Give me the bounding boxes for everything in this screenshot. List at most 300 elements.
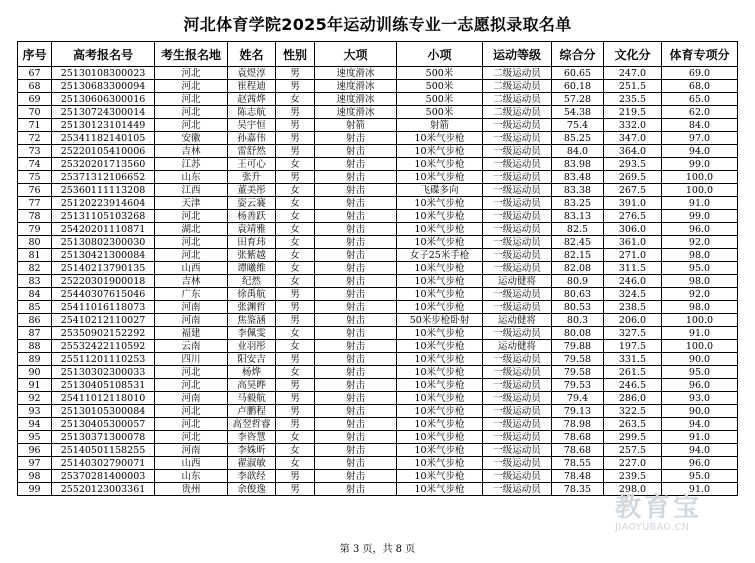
table-cell: 河北 — [155, 106, 228, 119]
table-cell: 98.0 — [662, 249, 738, 262]
table-cell: 25220301900018 — [52, 275, 155, 288]
table-cell: 二级运动员 — [483, 80, 552, 93]
watermark-url: JIAOYUBAO.CN — [615, 522, 690, 533]
table-cell: 65.0 — [662, 93, 738, 106]
table-cell: 246.5 — [604, 379, 662, 392]
table-cell: 男 — [276, 353, 315, 366]
table-cell: 72 — [18, 132, 52, 145]
table-cell: 射箭 — [315, 119, 397, 132]
table-row — [18, 431, 738, 444]
table-cell: 10米气步枪 — [397, 418, 483, 431]
table-cell: 95.0 — [662, 470, 738, 483]
table-cell: 一级运动员 — [483, 262, 552, 275]
table-cell: 84.0 — [662, 119, 738, 132]
table-cell: 山东 — [155, 470, 228, 483]
table-cell: 射击 — [315, 444, 397, 457]
table-cell: 男 — [276, 470, 315, 483]
table-cell: 女 — [276, 457, 315, 470]
table-cell: 二级运动员 — [483, 106, 552, 119]
table-cell: 李佩雯 — [228, 327, 276, 340]
table-row — [18, 288, 738, 301]
column-header: 考生报名地 — [155, 42, 228, 67]
column-header: 高考报名号 — [52, 42, 155, 67]
table-cell: 射击 — [315, 223, 397, 236]
table-cell: 247.0 — [604, 67, 662, 80]
table-cell: 射击 — [315, 275, 397, 288]
table-cell: 50米步枪卧射 — [397, 314, 483, 327]
table-cell: 267.5 — [604, 184, 662, 197]
table-cell: 一级运动员 — [483, 301, 552, 314]
table-cell: 286.0 — [604, 392, 662, 405]
table-row — [18, 405, 738, 418]
table-cell: 92.0 — [662, 236, 738, 249]
table-cell: 射击 — [315, 340, 397, 353]
table-cell: 98.0 — [662, 275, 738, 288]
table-cell: 速度滑冰 — [315, 106, 397, 119]
table-cell: 山西 — [155, 457, 228, 470]
table-cell: 25130123101449 — [52, 119, 155, 132]
table-row — [18, 366, 738, 379]
table-cell: 25411012118010 — [52, 392, 155, 405]
table-cell: 卢鹏程 — [228, 405, 276, 418]
table-cell: 河北 — [155, 431, 228, 444]
table-cell: 25130302300033 — [52, 366, 155, 379]
table-cell: 94.0 — [662, 418, 738, 431]
table-cell: 一级运动员 — [483, 418, 552, 431]
table-cell: 射击 — [315, 392, 397, 405]
table-cell: 25520123003361 — [52, 483, 155, 496]
table-cell: 239.5 — [604, 470, 662, 483]
table-cell: 347.0 — [604, 132, 662, 145]
table-cell: 射击 — [315, 314, 397, 327]
table-cell: 女 — [276, 431, 315, 444]
table-cell: 25130371300078 — [52, 431, 155, 444]
table-row — [18, 80, 738, 93]
table-cell: 射击 — [315, 210, 397, 223]
table-cell: 高昊晔 — [228, 379, 276, 392]
table-cell: 射击 — [315, 470, 397, 483]
table-cell: 25220105410006 — [52, 145, 155, 158]
table-row — [18, 314, 738, 327]
column-header: 姓名 — [228, 42, 276, 67]
table-cell: 78.48 — [552, 470, 604, 483]
table-cell: 射击 — [315, 483, 397, 496]
table-cell: 25131105103268 — [52, 210, 155, 223]
table-cell: 男 — [276, 145, 315, 158]
table-cell: 男 — [276, 314, 315, 327]
table-cell: 河南 — [155, 314, 228, 327]
table-cell: 河北 — [155, 405, 228, 418]
table-cell: 235.5 — [604, 93, 662, 106]
table-cell: 68.0 — [662, 80, 738, 93]
table-cell: 100.0 — [662, 314, 738, 327]
table-cell: 射击 — [315, 379, 397, 392]
table-cell: 江西 — [155, 184, 228, 197]
table-cell: 246.0 — [604, 275, 662, 288]
table-cell: 运动健将 — [483, 275, 552, 288]
table-cell: 92 — [18, 392, 52, 405]
table-cell: 79.13 — [552, 405, 604, 418]
table-cell: 田育玮 — [228, 236, 276, 249]
table-cell: 80 — [18, 236, 52, 249]
table-cell: 射击 — [315, 145, 397, 158]
table-cell: 男 — [276, 392, 315, 405]
table-cell: 飞碟多向 — [397, 184, 483, 197]
table-cell: 25440307615046 — [52, 288, 155, 301]
table-cell: 10米气步枪 — [397, 275, 483, 288]
table-cell: 10米气步枪 — [397, 171, 483, 184]
table-cell: 吉林 — [155, 145, 228, 158]
table-cell: 余俊逸 — [228, 483, 276, 496]
table-cell: 87 — [18, 327, 52, 340]
table-cell: 92.0 — [662, 288, 738, 301]
table-cell: 98.0 — [662, 301, 738, 314]
table-cell: 女 — [276, 236, 315, 249]
table-row — [18, 340, 738, 353]
table-cell: 一级运动员 — [483, 249, 552, 262]
table-cell: 82 — [18, 262, 52, 275]
table-cell: 83.98 — [552, 158, 604, 171]
table-cell: 10米气步枪 — [397, 470, 483, 483]
table-cell: 射击 — [315, 457, 397, 470]
table-cell: 60.65 — [552, 67, 604, 80]
table-cell: 10米气步枪 — [397, 483, 483, 496]
table-row — [18, 379, 738, 392]
table-cell: 276.5 — [604, 210, 662, 223]
table-cell: 女 — [276, 275, 315, 288]
table-cell: 一级运动员 — [483, 236, 552, 249]
table-cell: 一级运动员 — [483, 483, 552, 496]
table-cell: 一级运动员 — [483, 405, 552, 418]
table-cell: 227.0 — [604, 457, 662, 470]
table-cell: 62.0 — [662, 106, 738, 119]
table-cell: 女 — [276, 444, 315, 457]
table-cell: 91.0 — [662, 431, 738, 444]
table-cell: 河北 — [155, 67, 228, 80]
table-cell: 500米 — [397, 93, 483, 106]
table-cell: 崔程迪 — [228, 80, 276, 93]
table-cell: 332.0 — [604, 119, 662, 132]
table-cell: 一级运动员 — [483, 431, 552, 444]
table-cell: 96.0 — [662, 457, 738, 470]
table-cell: 董美彤 — [228, 184, 276, 197]
table-cell: 90.0 — [662, 353, 738, 366]
table-cell: 89 — [18, 353, 52, 366]
table-cell: 女 — [276, 249, 315, 262]
column-header: 序号 — [18, 42, 52, 67]
table-cell: 361.0 — [604, 236, 662, 249]
table-row — [18, 444, 738, 457]
table-cell: 二级运动员 — [483, 93, 552, 106]
table-row — [18, 132, 738, 145]
table-cell: 99.0 — [662, 158, 738, 171]
table-cell: 射击 — [315, 262, 397, 275]
table-cell: 射击 — [315, 132, 397, 145]
column-header: 文化分 — [604, 42, 662, 67]
table-cell: 李姝昕 — [228, 444, 276, 457]
table-cell: 射击 — [315, 418, 397, 431]
table-cell: 雷舒然 — [228, 145, 276, 158]
table-cell: 93.0 — [662, 392, 738, 405]
table-cell: 李咨慧 — [228, 431, 276, 444]
table-cell: 93 — [18, 405, 52, 418]
table-cell: 91.0 — [662, 197, 738, 210]
table-cell: 业羽彤 — [228, 340, 276, 353]
table-cell: 83.38 — [552, 184, 604, 197]
table-cell: 男 — [276, 67, 315, 80]
table-cell: 一级运动员 — [483, 288, 552, 301]
table-row — [18, 353, 738, 366]
table-cell: 江苏 — [155, 158, 228, 171]
table-cell: 80.63 — [552, 288, 604, 301]
table-cell: 山西 — [155, 262, 228, 275]
table-cell: 一级运动员 — [483, 223, 552, 236]
table-cell: 97 — [18, 457, 52, 470]
table-cell: 82.08 — [552, 262, 604, 275]
table-row — [18, 184, 738, 197]
table-cell: 女 — [276, 366, 315, 379]
table-cell: 射击 — [315, 431, 397, 444]
table-cell: 10米气步枪 — [397, 145, 483, 158]
table-cell: 一级运动员 — [483, 210, 552, 223]
table-cell: 322.5 — [604, 405, 662, 418]
table-cell: 女 — [276, 210, 315, 223]
table-cell: 364.0 — [604, 145, 662, 158]
table-cell: 10米气步枪 — [397, 158, 483, 171]
table-cell: 杨烨 — [228, 366, 276, 379]
table-cell: 男 — [276, 405, 315, 418]
table-cell: 25320201713560 — [52, 158, 155, 171]
table-cell: 96.0 — [662, 379, 738, 392]
table-cell: 河北 — [155, 418, 228, 431]
table-cell: 河北 — [155, 80, 228, 93]
table-cell: 一级运动员 — [483, 444, 552, 457]
table-cell: 83 — [18, 275, 52, 288]
table-cell: 500米 — [397, 80, 483, 93]
table-cell: 25130108300023 — [52, 67, 155, 80]
table-cell: 谭曦维 — [228, 262, 276, 275]
table-cell: 射击 — [315, 301, 397, 314]
table-cell: 25511201110253 — [52, 353, 155, 366]
table-cell: 一级运动员 — [483, 197, 552, 210]
table-cell: 79.53 — [552, 379, 604, 392]
table-cell: 83.25 — [552, 197, 604, 210]
table-cell: 男 — [276, 171, 315, 184]
table-cell: 一级运动员 — [483, 158, 552, 171]
table-cell: 100.0 — [662, 340, 738, 353]
table-cell: 男 — [276, 132, 315, 145]
table-cell: 袁煜淳 — [228, 67, 276, 80]
table-cell: 女 — [276, 262, 315, 275]
table-cell: 75 — [18, 171, 52, 184]
table-cell: 79.58 — [552, 353, 604, 366]
table-cell: 25420201110871 — [52, 223, 155, 236]
table-cell: 76 — [18, 184, 52, 197]
table-cell: 85.25 — [552, 132, 604, 145]
table-cell: 10米气步枪 — [397, 353, 483, 366]
table-cell: 299.5 — [604, 431, 662, 444]
table-cell: 四川 — [155, 353, 228, 366]
table-row — [18, 93, 738, 106]
table-cell: 84 — [18, 288, 52, 301]
table-cell: 河北 — [155, 379, 228, 392]
table-row — [18, 210, 738, 223]
table-cell: 54.38 — [552, 106, 604, 119]
table-cell: 一级运动员 — [483, 145, 552, 158]
table-cell: 一级运动员 — [483, 327, 552, 340]
table-cell: 王可心 — [228, 158, 276, 171]
table-cell: 327.5 — [604, 327, 662, 340]
column-header: 运动等级 — [483, 42, 552, 67]
table-cell: 251.5 — [604, 80, 662, 93]
table-row — [18, 327, 738, 340]
table-cell: 一级运动员 — [483, 353, 552, 366]
table-cell: 女 — [276, 184, 315, 197]
table-cell: 河北 — [155, 366, 228, 379]
table-cell: 射箭 — [397, 119, 483, 132]
table-cell: 10米气步枪 — [397, 366, 483, 379]
table-cell: 二级运动员 — [483, 67, 552, 80]
table-cell: 100.0 — [662, 184, 738, 197]
table-cell: 马毅航 — [228, 392, 276, 405]
table-cell: 25130421300084 — [52, 249, 155, 262]
column-header: 体育专项分 — [662, 42, 738, 67]
table-cell: 25130405108531 — [52, 379, 155, 392]
column-header: 综合分 — [552, 42, 604, 67]
table-cell: 261.5 — [604, 366, 662, 379]
table-cell: 射击 — [315, 249, 397, 262]
table-row — [18, 418, 738, 431]
table-cell: 阳安吉 — [228, 353, 276, 366]
table-cell: 女 — [276, 93, 315, 106]
table-cell: 88 — [18, 340, 52, 353]
table-row — [18, 392, 738, 405]
table-cell: 10米气步枪 — [397, 444, 483, 457]
table-cell: 96.0 — [662, 223, 738, 236]
table-cell: 80.08 — [552, 327, 604, 340]
table-cell: 73 — [18, 145, 52, 158]
table-cell: 一级运动员 — [483, 470, 552, 483]
column-header: 大项 — [315, 42, 397, 67]
table-cell: 90.0 — [662, 405, 738, 418]
table-cell: 95 — [18, 431, 52, 444]
table-cell: 25411016118073 — [52, 301, 155, 314]
table-cell: 91.0 — [662, 483, 738, 496]
table-cell: 纪然 — [228, 275, 276, 288]
table-cell: 219.5 — [604, 106, 662, 119]
table-cell: 一级运动员 — [483, 379, 552, 392]
table-cell: 25140213790135 — [52, 262, 155, 275]
table-cell: 77 — [18, 197, 52, 210]
table-cell: 78.35 — [552, 483, 604, 496]
table-cell: 张升 — [228, 171, 276, 184]
table-cell: 一级运动员 — [483, 392, 552, 405]
table-cell: 293.5 — [604, 158, 662, 171]
table-cell: 10米气步枪 — [397, 223, 483, 236]
table-cell: 197.5 — [604, 340, 662, 353]
table-cell: 10米气步枪 — [397, 405, 483, 418]
table-cell: 女 — [276, 197, 315, 210]
table-cell: 一级运动员 — [483, 132, 552, 145]
table-cell: 一级运动员 — [483, 184, 552, 197]
table-cell: 82.5 — [552, 223, 604, 236]
table-cell: 河北 — [155, 119, 228, 132]
table-cell: 孙嘉伟 — [228, 132, 276, 145]
table-cell: 10米气步枪 — [397, 236, 483, 249]
table-cell: 257.5 — [604, 444, 662, 457]
table-cell: 78.68 — [552, 444, 604, 457]
table-cell: 25370281400003 — [52, 470, 155, 483]
table-cell: 271.0 — [604, 249, 662, 262]
table-cell: 10米气步枪 — [397, 197, 483, 210]
table-cell: 男 — [276, 483, 315, 496]
table-cell: 安徽 — [155, 132, 228, 145]
table-cell: 25130405300057 — [52, 418, 155, 431]
table-cell: 天津 — [155, 197, 228, 210]
table-cell: 74 — [18, 158, 52, 171]
table-cell: 68 — [18, 80, 52, 93]
table-cell: 焦鉴涵 — [228, 314, 276, 327]
table-cell: 男 — [276, 288, 315, 301]
table-cell: 河南 — [155, 301, 228, 314]
table-cell: 翟淑敏 — [228, 457, 276, 470]
table-cell: 射击 — [315, 197, 397, 210]
table-cell: 83.48 — [552, 171, 604, 184]
table-cell: 一级运动员 — [483, 366, 552, 379]
table-cell: 306.0 — [604, 223, 662, 236]
table-cell: 河南 — [155, 392, 228, 405]
table-cell: 射击 — [315, 353, 397, 366]
table-cell: 331.5 — [604, 353, 662, 366]
table-cell: 91.0 — [662, 327, 738, 340]
table-cell: 姿云褰 — [228, 197, 276, 210]
table-cell: 女 — [276, 223, 315, 236]
table-cell: 张渊哲 — [228, 301, 276, 314]
table-cell: 河北 — [155, 236, 228, 249]
table-cell: 263.5 — [604, 418, 662, 431]
table-cell: 70 — [18, 106, 52, 119]
table-cell: 河南 — [155, 444, 228, 457]
table-cell: 10米气步枪 — [397, 379, 483, 392]
table-cell: 98 — [18, 470, 52, 483]
table-cell: 94.0 — [662, 444, 738, 457]
table-cell: 25140501158255 — [52, 444, 155, 457]
table-cell: 25130724300014 — [52, 106, 155, 119]
table-row — [18, 249, 738, 262]
table-cell: 高翌哲睿 — [228, 418, 276, 431]
table-cell: 陈志航 — [228, 106, 276, 119]
table-cell: 25341182140105 — [52, 132, 155, 145]
table-cell: 徐禹航 — [228, 288, 276, 301]
table-cell: 10米气步枪 — [397, 262, 483, 275]
table-cell: 河北 — [155, 93, 228, 106]
table-cell: 82.45 — [552, 236, 604, 249]
table-cell: 吴宇恒 — [228, 119, 276, 132]
page-title: 河北体育学院2025年运动训练专业一志愿拟录取名单 — [183, 15, 572, 34]
table-cell: 女 — [276, 158, 315, 171]
table-cell: 79.88 — [552, 340, 604, 353]
table-cell: 324.5 — [604, 288, 662, 301]
table-cell: 25120223914604 — [52, 197, 155, 210]
table-cell: 79.58 — [552, 366, 604, 379]
table-cell: 25360111113208 — [52, 184, 155, 197]
table-cell: 男 — [276, 301, 315, 314]
table-row — [18, 158, 738, 171]
table-cell: 82.15 — [552, 249, 604, 262]
table-cell: 95.0 — [662, 366, 738, 379]
table-row — [18, 223, 738, 236]
table-cell: 射击 — [315, 405, 397, 418]
